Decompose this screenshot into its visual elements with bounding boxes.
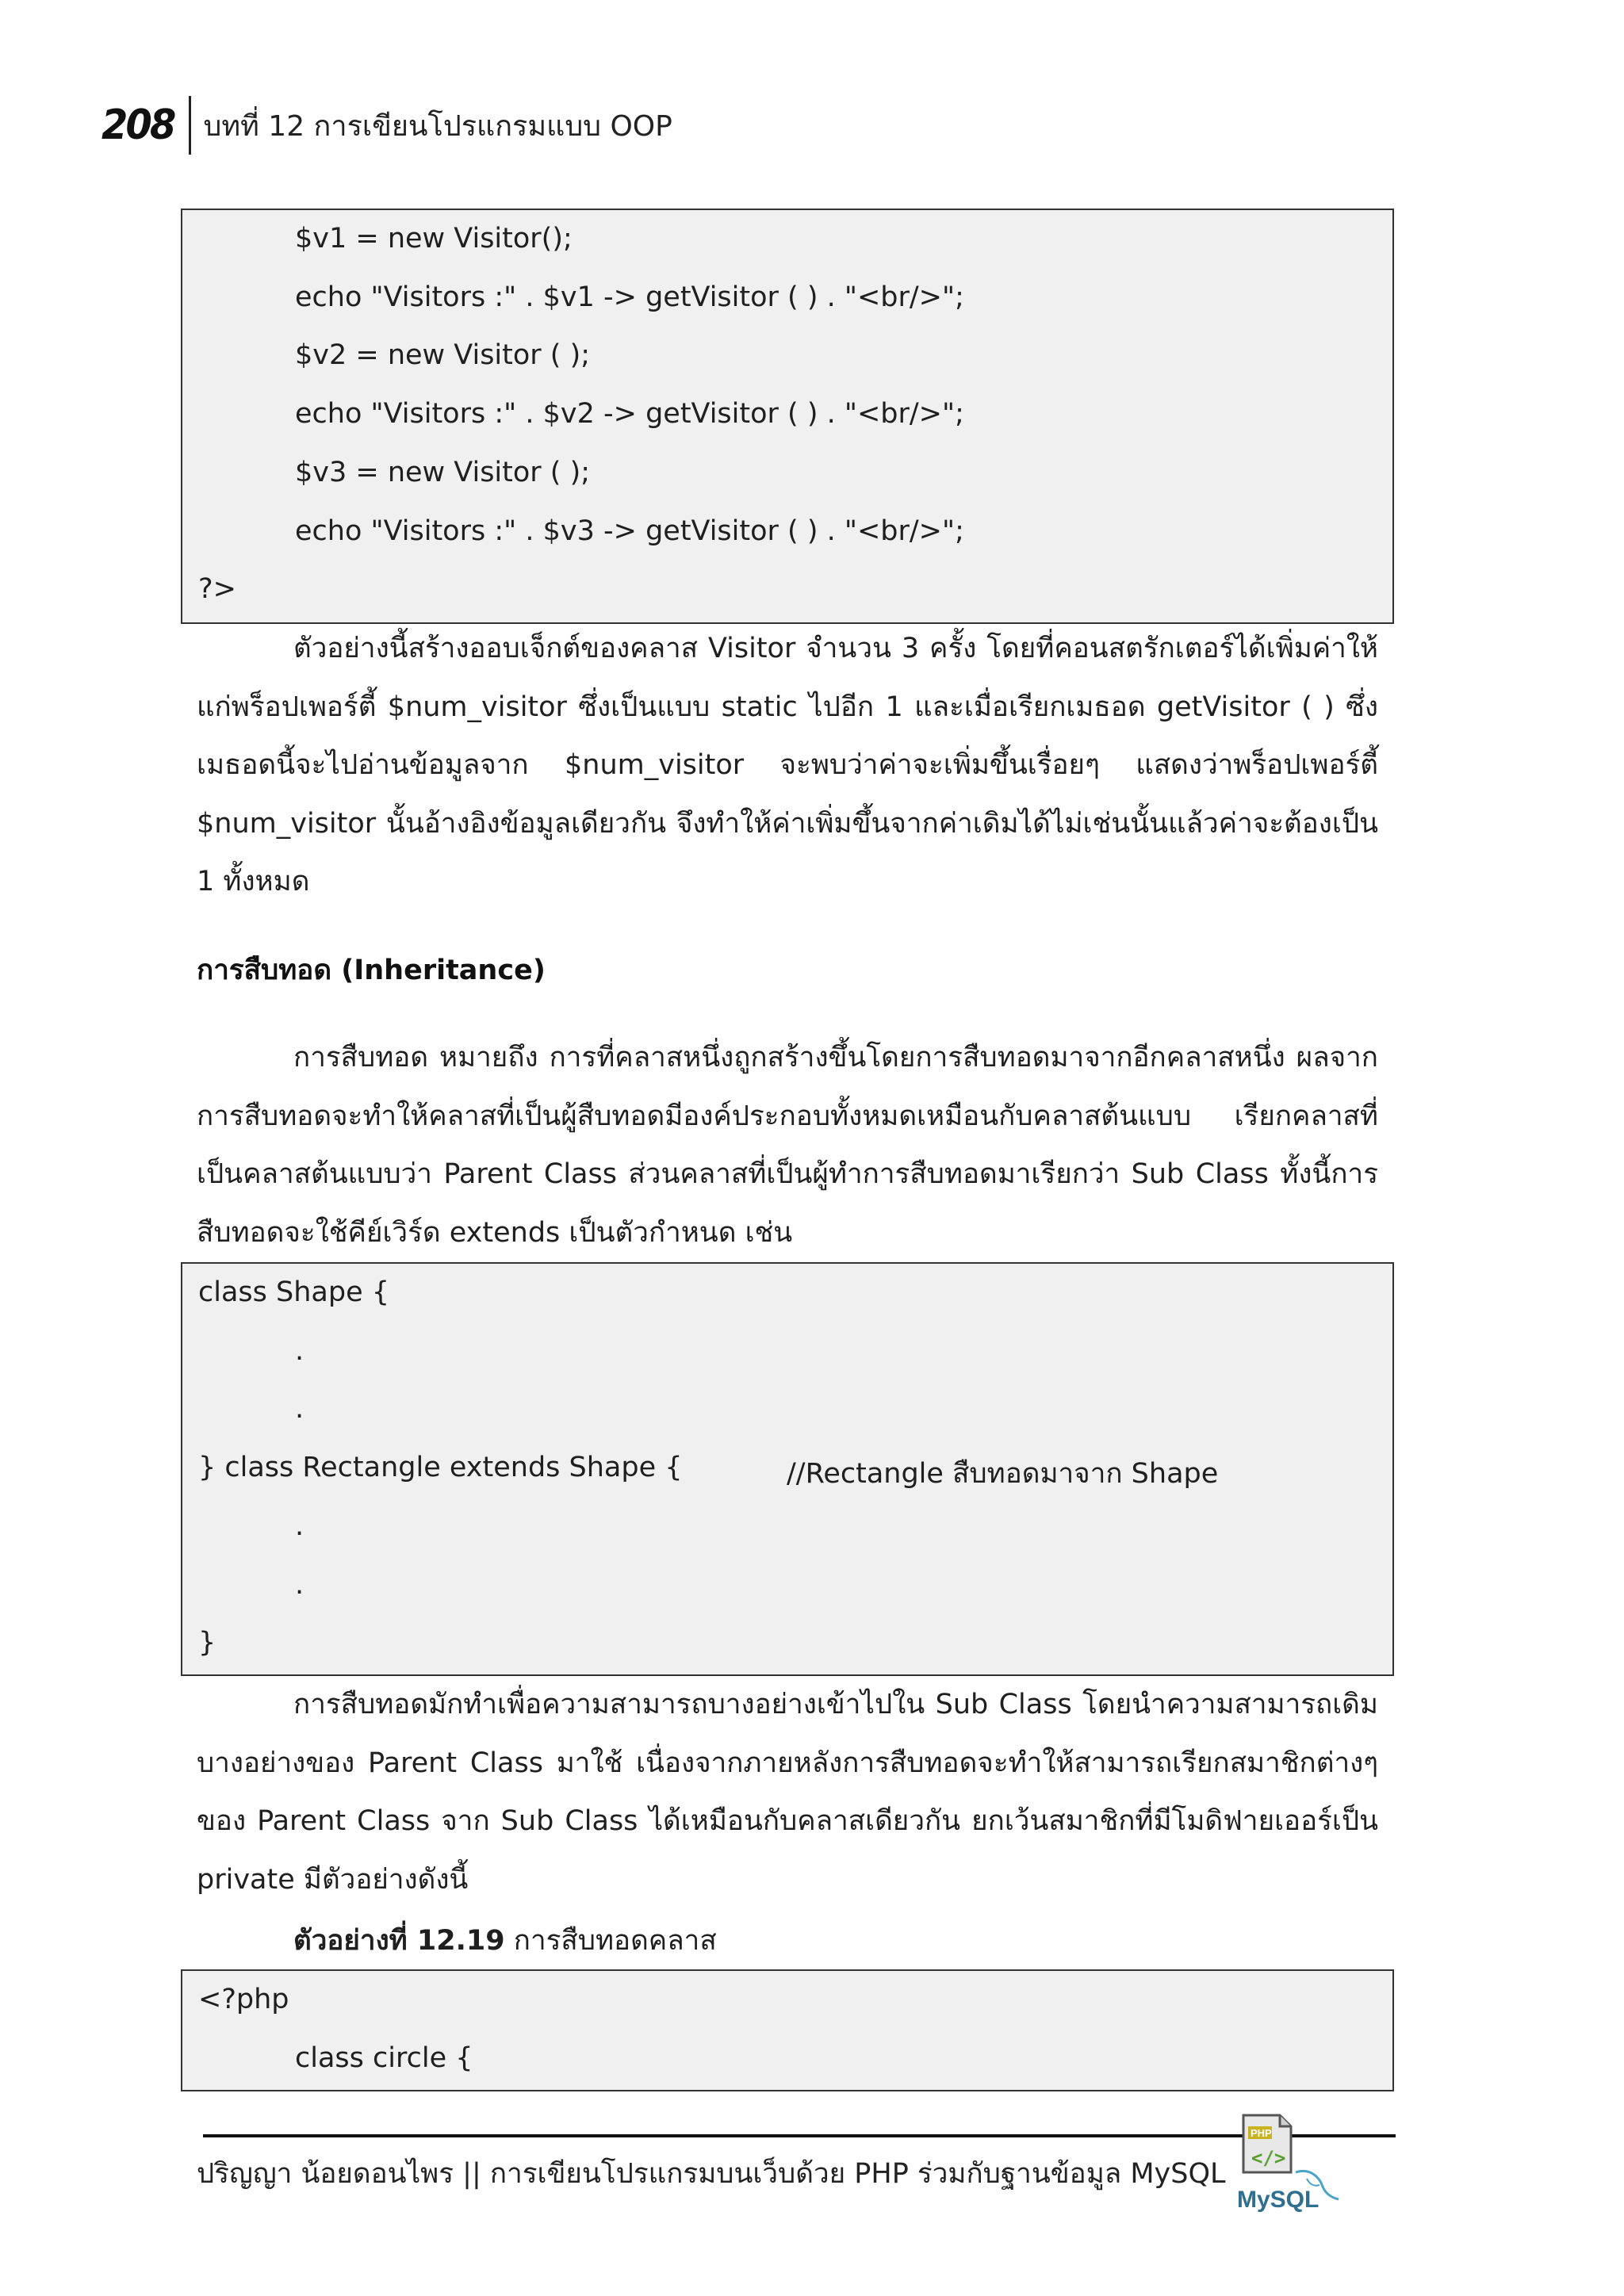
code-block-visitor bbox=[181, 209, 1394, 624]
code-line: echo "Visitors :" . $v2 -> getVisitor ( ) . "<br/>"; bbox=[295, 398, 964, 430]
code-dot: . bbox=[295, 1393, 304, 1425]
logo-php-text: PHP bbox=[1251, 2127, 1272, 2139]
code-line: $v2 = new Visitor ( ); bbox=[295, 339, 591, 371]
code-line: $v1 = new Visitor(); bbox=[295, 223, 573, 254]
example-label: ตัวอย่างที่ 12.19 bbox=[293, 1925, 505, 1957]
paragraph-text: การสืบทอดมักทำเพื่อความสามารถบางอย่างเข้าไปใน Sub Class โดยนำความสามารถเดิมบางอย่างของ Parent Class มาใช้ เนื่องจากภายหลังการสืบทอดจะทำให้สามารถเรียกสมาชิกต่างๆ ของ Parent Class จาก Sub Class ได้เหมือนกับคลาสเดียวกัน ยกเว้นสมาชิกที่มีโมดิฟายเออร์เป็น private มีตัวอย่างดังนี้ bbox=[197, 1689, 1378, 1896]
footer-text: ปริญญา น้อยดอนไพร || การเขียนโปรแกรมบนเว็บด้วย PHP ร่วมกับฐานข้อมูล MySQL bbox=[197, 2158, 1226, 2190]
example-title: การสืบทอดคลาส bbox=[513, 1925, 717, 1957]
section-heading: การสืบทอด (Inheritance) bbox=[197, 955, 546, 986]
logo-mysql-text: MySQL bbox=[1237, 2187, 1320, 2213]
code-comment: //Rectangle สืบทอดมาจาก Shape bbox=[787, 1458, 1219, 1490]
code-line: echo "Visitors :" . $v3 -> getVisitor ( ) . "<br/>"; bbox=[295, 515, 964, 547]
svg-text:</>: </> bbox=[1251, 2147, 1286, 2169]
code-block-shape bbox=[181, 1262, 1394, 1676]
footer-rule bbox=[203, 2134, 1396, 2137]
page-header bbox=[102, 94, 672, 157]
code-line: $v3 = new Visitor ( ); bbox=[295, 457, 591, 488]
paragraph-static-explanation bbox=[197, 620, 1378, 912]
code-line: class Shape { bbox=[198, 1276, 390, 1308]
code-line: } class Rectangle extends Shape { bbox=[198, 1452, 683, 1483]
example-caption bbox=[293, 1919, 717, 1962]
chapter-title: บทที่ 12 การเขียนโปรแกรมแบบ OOP bbox=[203, 109, 672, 143]
code-line: } bbox=[198, 1627, 216, 1659]
code-line: echo "Visitors :" . $v1 -> getVisitor ( ) . "<br/>"; bbox=[295, 281, 964, 313]
code-block-circle bbox=[181, 1969, 1394, 2091]
paragraph-text: ตัวอย่างนี้สร้างออบเจ็กต์ของคลาส Visitor จำนวน 3 ครั้ง โดยที่คอนสตรักเตอร์ได้เพิ่มค่าให้แก่พร็อปเพอร์ตี้ $num_visitor ซึ่งเป็นแบบ static ไปอีก 1 และเมื่อเรียกเมธอด getVisitor ( ) ซึ่งเมธอดนี้จะไปอ่านข้อมูลจาก $num_visitor จะพบว่าค่าจะเพิ่มขึ้นเรื่อยๆ แสดงว่าพร็อปเพอร์ตี้ $num_visitor นั้นอ้างอิงข้อมูลเดียวกัน จึงทำให้ค่าเพิ่มขึ้นจากค่าเดิมได้ไม่เช่นนั้นแล้วค่าจะต้องเป็น 1 ทั้งหมด bbox=[197, 633, 1378, 897]
header-divider bbox=[189, 96, 191, 155]
php-mysql-logo-icon bbox=[1234, 2109, 1353, 2220]
code-line: ?> bbox=[198, 573, 236, 605]
code-dot: . bbox=[295, 1335, 304, 1367]
paragraph-inheritance-purpose bbox=[197, 1676, 1378, 1909]
paragraph-inheritance-definition bbox=[197, 1029, 1378, 1262]
page-number: 208 bbox=[102, 101, 174, 149]
paragraph-text: การสืบทอด หมายถึง การที่คลาสหนึ่งถูกสร้างขึ้นโดยการสืบทอดมาจากอีกคลาสหนึ่ง ผลจากการสืบทอดจะทำให้คลาสที่เป็นผู้สืบทอดมีองค์ประกอบทั้งหมดเหมือนกับคลาสต้นแบบ เรียกคลาสที่เป็นคลาสต้นแบบว่า Parent Class ส่วนคลาสที่เป็นผู้ทำการสืบทอดมาเรียกว่า Sub Class ทั้งนี้การสืบทอดจะใช้คีย์เวิร์ด extends เป็นตัวกำหนด เช่น bbox=[197, 1042, 1378, 1249]
code-line: <?php bbox=[198, 1984, 289, 2015]
code-dot: . bbox=[295, 1510, 304, 1542]
code-line: class circle { bbox=[295, 2042, 473, 2074]
php-mysql-logo bbox=[1234, 2109, 1353, 2220]
code-dot: . bbox=[295, 1569, 304, 1601]
